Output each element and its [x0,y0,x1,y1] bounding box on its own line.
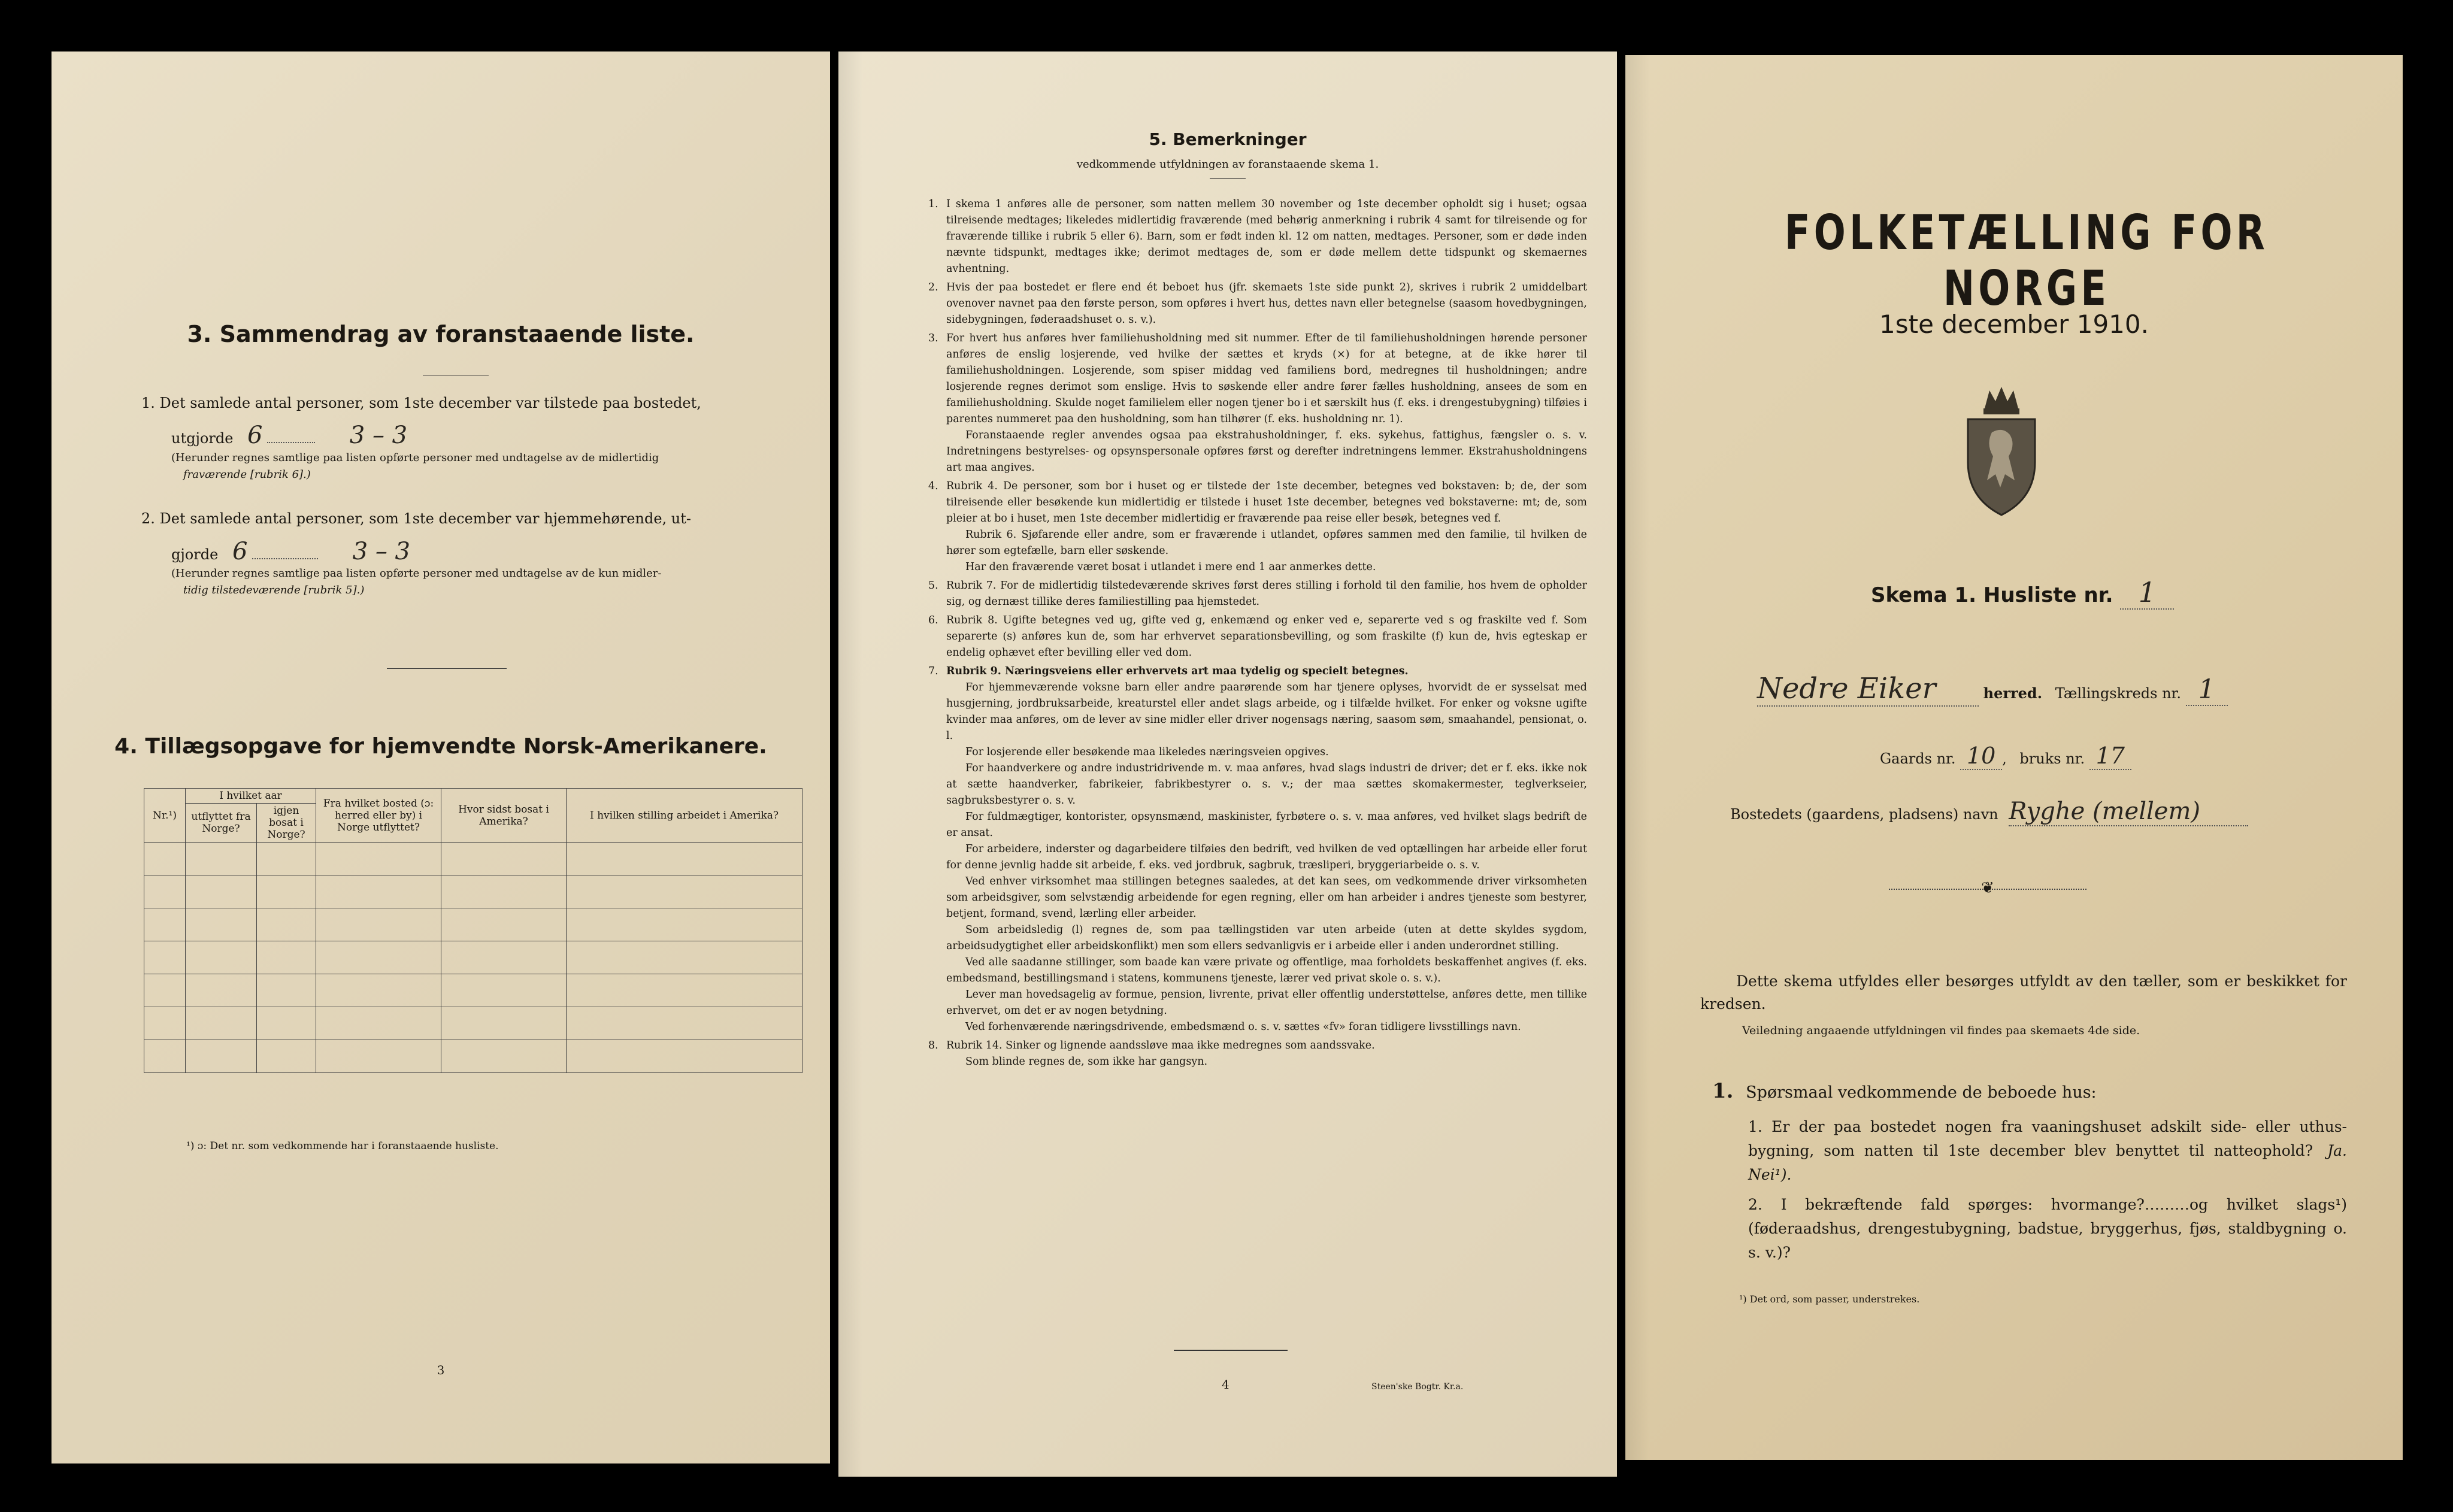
page-4 [838,51,1617,1477]
remark-item: 8. Rubrik 14. Sinker og lignende aandssløve maa ikke medregnes som aandssvake. Som blinde regnes de, som ikke har gangsyn. [928,1040,1375,1068]
norway-coat-of-arms-icon [1961,384,2042,519]
item2-note: (Herunder regnes samtlige paa listen opførte personer med undtagelse av de kun midler- tidig tilstedeværende [rubrik 5].) [171,567,662,596]
questions-heading: 1. Spørsmaal vedkommende de beboede hus: [1712,1079,2097,1103]
bosted-line: Bostedets (gaardens, pladsens) navn Ryghe (mellem) [1730,798,2389,826]
census-title: FOLKETÆLLING FOR NORGE [1784,205,2269,316]
remark-item: 7. Rubrik 9. Næringsveiens eller erhvervets art maa tydelig og specielt betegnes. For hjemmeværende voksne barn eller andre paarørende som har tjenere oplyses, hvorvidt de er sysselsat med husgjerning, jordbruksarbeide, kreaturstel eller andet slags arbeide, og i tilfælde hvilket. For enker og voksne ugifte kvinder maa anføres, om de lever av sine midler eller driver nogensags næring, saasom søm, smaahandel, pensionat, o. l. For losjerende eller besøkende maa likeledes næringsveien opgives. For haandverkere og andre industridrivende m. v. maa anføres, hvad slags industri de driver; det er f. eks. ikke nok at sætte haandverker, fabrikeier, fabrikbestyrer o. s. v.; der maa sættes skomakermester, teglverkseier, sagbruksbestyrer o. s. v. For fuldmægtiger, kontorister, opsynsmænd, maskinister, fyrbøtere o. s. v. maa anføres, ved hvilket slags bedrift de er ansat. For arbeidere, inderster og dagarbeidere tilføies den bedrift, ved hvilken de ved optællingen har arbeide eller forut for denne jevnlig hadde sit arbeide, f. eks. ved jordbruk, sagbruk, træsliperi, bryggeriarbeide o. s. v. Ved enhver virksomhet maa stillingen betegnes saaledes, at det kan sees, om vedkommende driver virksomheten som arbeidsgiver, som selvstændig arbeidende for egen regning, eller om han arbeider i andres tjeneste som bestyrer, betjent, formand, svend, lærling eller arbeider. Som arbeidsledig (l) regnes de, som paa tællingstiden var uten arbeide (uten at dette skyldes sygdom, arbeidsudygtighet eller arbeidskonflikt) men som ellers sedvanligvis er i arbeide eller i anden underordnet stilling. Ved alle saadanne stillinger, som baade kan være private og offentlige, maa forholdets beskaffenhet angives (f. eks. embedsmand, bestillingsmand i statens, kommunens tjeneste, lærer ved privat skole o. s. v.). Lever man hovedsagelig av formue, pension, livrente, privat eller offentlig understøttelse, anføres dette, men tillike erhvervet, om det er av nogen betydning. Ved forhenværende næringsdrivende, embedsmænd o. s. v. sættes «fv» foran tidligere livsstillings navn. [928,665,1587,1033]
col-year-out: utflyttet fra Norge? [186,804,257,843]
question-1: 1. Er der paa bostedet nogen fra vaaningshuset adskilt side- eller uthus-bygning, som natten til 1ste december blev benyttet til natteophold? Ja. Nei¹). [1748,1118,2347,1183]
item1-answer-line [171,422,770,449]
remarks-heading: 5. Bemerkninger [1149,129,1307,149]
section4-heading: 4. Tillægsopgave for hjemvendte Norsk-Amerikanere. [114,734,767,759]
remark-item: 6. Rubrik 8. Ugifte betegnes ved ug, gifte ved g, enkemænd og enker ved e, separerte ved s og fraskilte ved f. Som separerte (s) anføres kun de, som har erhvervet separationsbevilling, og som fraskilte (f) kun de, hvis egteskap er endelig ophævet efter bevilling eller ved dom. [928,614,1587,659]
table-row [144,908,802,941]
col-nr: Nr.¹) [144,789,186,843]
item2-total: 6 [232,538,248,565]
table-row [144,941,802,974]
ornament-icon: ❦ [1981,879,1994,897]
col-year-back: igjen bosat i Norge? [257,804,316,843]
herred-value: Nedre Eiker [1757,672,1979,707]
divider [387,668,507,669]
summary-item-1: 1. Det samlede antal personer, som 1ste december var tilstede paa bostedet, [141,395,701,411]
col-year: I hvilket aar [186,789,316,804]
instruction-text: Dette skema utfyldes eller besørges utfyldt av den tæller, som er beskikket for kredsen. [1700,972,2347,1013]
bosted-value: Ryghe (mellem) [2009,798,2248,826]
page-number: 4 [1222,1377,1229,1392]
item2-answer-line [171,538,770,565]
page-number: 3 [437,1363,445,1377]
table-row [144,974,802,1007]
item1-note: (Herunder regnes samtlige paa listen opførte personer med undtagelse av de midlertidig fraværende [rubrik 6].) [171,452,659,481]
table-row [144,1040,802,1073]
table-footnote: ¹) ɔ: Det nr. som vedkommende har i foranstaaende husliste. [186,1140,499,1152]
table-row [144,843,802,875]
remark-item: 4. Rubrik 4. De personer, som bor i huset og er tilstede der 1ste december, betegnes ved bokstaven: b; de, der som tilreisende eller besøkende kun midlertidig er tilstede i huset 1ste december, betegnes ved bokstaverne: mt; de, som pleier at bo i huset, men 1ste december midlertidig er fraværende paa reise eller besøk, betegnes ved f. Rubrik 6. Sjøfarende eller andre, som er fraværende i utlandet, opføres sammen med den familie, til hvilken de hører som egtefælle, barn eller søskende. Har den fraværende været bosat i utlandet i mere end 1 aar anmerkes dette. [928,480,1587,573]
remark-item: 3. For hvert hus anføres hver familiehusholdning med sit nummer. Efter de til familiehusholdningen hørende personer anføres de enslig losjerende, ved hvilke der sættes et kryds (×) for at betegne, at de ikke hører til familiehusholdningen. Losjerende, som spiser middag ved familiens bord, medregnes til husholdningen; andre losjerende regnes derimot som enslige. Hvis to søskende eller andre fører fælles husholdning, ansees de som en familiehusholdning. Skulde noget familielem eller nogen tjener bo i et særskilt hus (f. eks. i drengestubygning) tilføies i parentes nummeret paa den husholdning, som han tilhører (f. eks. husholdning nr. 1). Foranstaaende regler anvendes ogsaa paa ekstrahusholdninger, f. eks. sykehus, fattighus, fængsler o. s. v. Indretningens bestyrelses- og opsynspersonale opføres først og derefter indretningens lemmer. Ekstrahusholdningens art maa angives. [928,332,1587,474]
q1-answer: Ja. Nei¹). [1748,1142,2347,1183]
remarks-subheading: vedkommende utfyldningen av foranstaaende skema 1. [1076,158,1379,171]
remark-item: 2. Hvis der paa bostedet er flere end ét beboet hus (jfr. skemaets 1ste side punkt 2), skrives i rubrik 2 umiddelbart ovenover navnet paa den første person, som opføres i hvert hus, dettes navn eller betegnelse (saasom hovedbygningen, sidebygningen, føderaadshuset o. s. v.). [928,281,1587,326]
herred-line: Nedre Eiker herred. Tællingskreds nr. 1 [1757,672,2386,707]
summary-item-2: 2. Det samlede antal personer, som 1ste december var hjemmehørende, ut- [141,510,691,527]
section3-heading: 3. Sammendrag av foranstaaende liste. [187,321,695,347]
bruks-number: 17 [2089,743,2131,770]
table-row [144,875,802,908]
item2-split: 3 – 3 [352,538,410,565]
page-3 [52,51,830,1463]
instruction-note: Veiledning angaaende utfyldningen vil findes paa skemaets 4de side. [1742,1024,2140,1037]
census-date: 1ste december 1910. [1879,310,2149,339]
col-position: I hvilken stilling arbeidet i Amerika? [567,789,802,843]
gaard-line: Gaards nr. 10 , bruks nr. 17 [1880,743,2131,770]
printer-mark: Steen'ske Bogtr. Kr.a. [1371,1382,1464,1392]
kreds-value: 1 [2186,674,2228,706]
remarks-list [928,196,1587,1070]
item1-split: 3 – 3 [349,422,408,449]
divider [1174,1350,1288,1351]
remark-item: 5. Rubrik 7. For de midlertidig tilstedeværende skrives først deres stilling i forhold til den familie, hos hvem de opholder sig, og dernæst tillike deres familiestilling paa hjemstedet. [928,580,1587,608]
front-page [1625,55,2403,1460]
col-last: Hvor sidst bosat i Amerika? [441,789,567,843]
remark-item: 1. I skema 1 anføres alle de personer, som natten mellem 30 november og 1ste december opholdt sig i huset; ogsaa tilreisende medtages; likeledes midlertidig fraværende (med behørig anmerkning i rubrik 4 samt for tilreisende og for fraværende tillike i rubrik 5 eller 6). Barn, som er født inden kl. 12 om natten, medtages. Personer, som er døde inden nævnte tidspunkt, medtages ikke; derimot medtages de, som er døde mellem dette tidspunkt og skemaernes avhentning. [928,198,1587,275]
gjorde-label: gjorde [171,546,219,563]
husliste-number: 1 [2120,576,2174,610]
col-from: Fra hvilket bosted (ɔ: herred eller by) i Norge utflyttet? [316,789,441,843]
schema-line: Skema 1. Husliste nr. 1 [1871,576,2174,610]
table-row [144,1007,802,1040]
question-2: 2. I bekræftende fald spørges: hvormange?………og hvilket slags¹) (føderaadshus, drengestubygning, badstue, bryggerhus, fjøs, staldbygning o. s. v.)? [1748,1196,2347,1261]
gaards-number: 10 [1960,743,2002,770]
utgjorde-label: utgjorde [171,430,234,447]
divider [1210,178,1246,179]
norsk-amerikanere-table [144,788,802,1073]
item1-total: 6 [247,422,263,449]
right-footnote: ¹) Det ord, som passer, understrekes. [1739,1293,1920,1305]
